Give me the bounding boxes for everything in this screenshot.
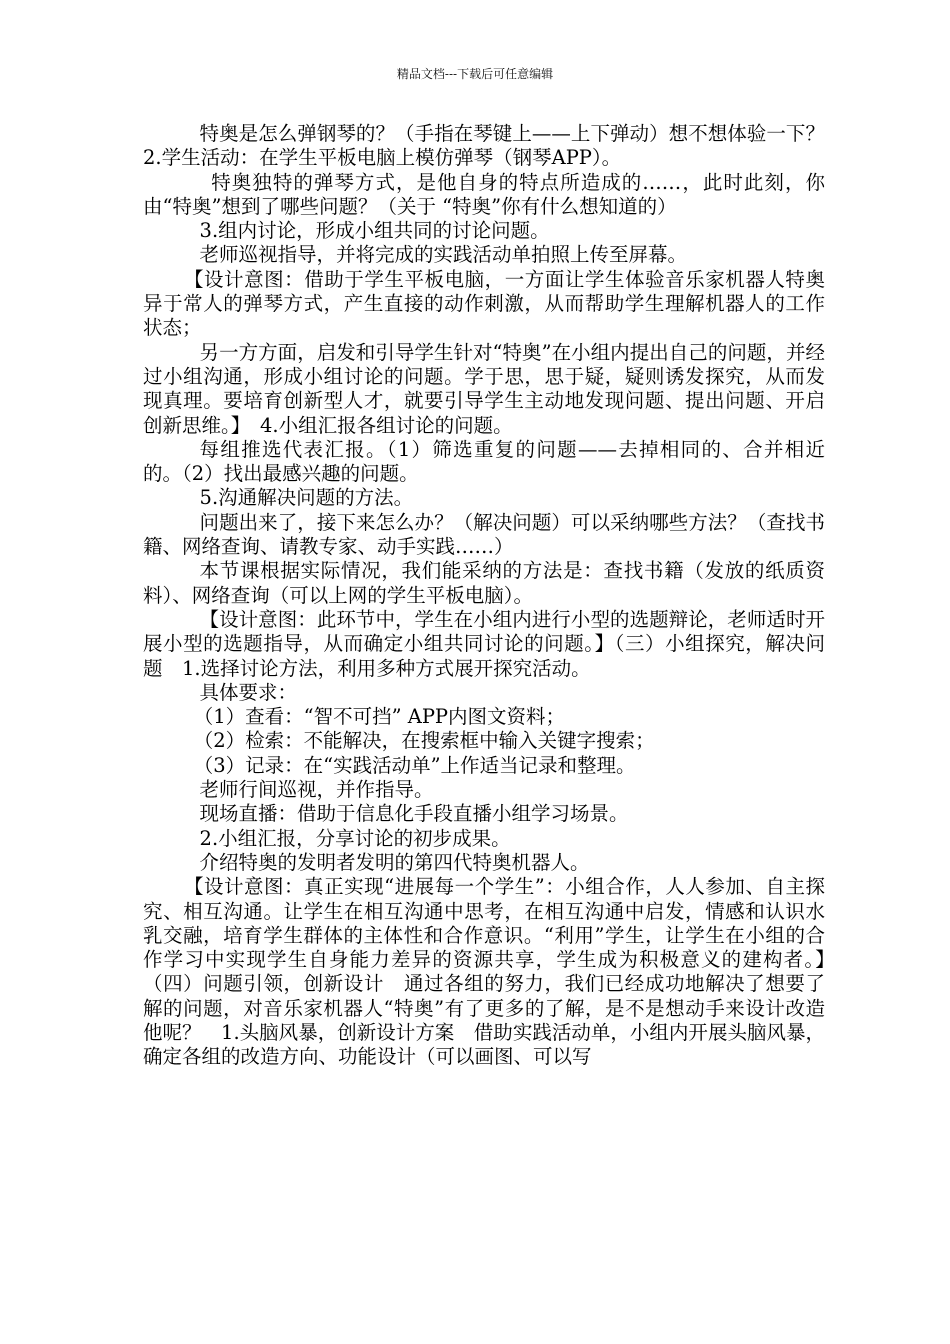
paragraph: 问题出来了，接下来怎么办？（解决问题）可以采纳哪些方法？（查找书籍、网络查询、请教专家、动手实践……）: [143, 510, 825, 559]
paragraph: 【设计意图：真正实现“进展每一个学生”：小组合作，人人参加、自主探究、相互沟通。让学生在相互沟通中思考，在相互沟通中启发，情感和认识水乳交融，培育学生群体的主体性和合作意识。“利用”学生，让学生在小组的合作学习中实现学生自身能力差异的资源共享，学生成为积极意义的建构者。】 （四）问题引领，创新设计 通过各组的努力，我们已经成功地解决了想要了解的问题，对音乐家机器人“特奥”有了更多的了解，是不是想动手来设计改造他呢？ 1.头脑风暴，创新设计方案 借助实践活动单，小组内开展头脑风暴，确定各组的改造方向、功能设计（可以画图、可以写: [143, 875, 845, 1069]
paragraph: 2.小组汇报，分享讨论的初步成果。: [199, 826, 511, 850]
paragraph: 介绍特奥的发明者发明的第四代特奥机器人。: [199, 850, 590, 874]
paragraph: （3）记录：在“实践活动单”上作适当记录和整理。: [193, 753, 636, 777]
paragraph: 具体要求：: [199, 680, 298, 704]
paragraph: 本节课根据实际情况，我们能采纳的方法是：查找书籍（发放的纸质资料）、网络查询（可以上网的学生平板电脑）。: [143, 559, 825, 607]
paragraph: （1）查看：“智不可挡” APP内图文资料；: [193, 705, 566, 729]
paragraph: 【设计意图：借助于学生平板电脑，一方面让学生体验音乐家机器人特奥异于常人的弹琴方式，产生直接的动作刺激，从而帮助学生理解机器人的工作状态；: [143, 267, 825, 340]
paragraph: 特奥是怎么弹钢琴的？（手指在琴键上——上下弹动）想不想体验一下？ 2.学生活动：在学生平板电脑上模仿弹琴（钢琴APP）。: [143, 122, 845, 170]
paragraph: 特奥独特的弹琴方式，是他自身的特点所造成的……，此时此刻，你由“特奥”想到了哪些问题？（关于 “特奥”你有什么想知道的）: [143, 170, 825, 218]
paragraph: 老师行间巡视，并作指导。: [199, 778, 434, 802]
paragraph: 5.沟通解决问题的方法。: [199, 486, 414, 510]
paragraph: 另一方方面，启发和引导学生针对“特奥”在小组内提出自己的问题，并经过小组沟通，形成小组讨论的问题。学于思，思于疑，疑则诱发探究，从而发现真理。要培育创新型人才，就要引导学生主动地发现问题、提出问题、开启创新思维。】 4.小组汇报各组讨论的问题。: [143, 340, 825, 437]
paragraph: 现场直播：借助于信息化手段直播小组学习场景。: [199, 802, 629, 826]
paragraph: 【设计意图：此环节中，学生在小组内进行小型的选题辩论，老师适时开展小型的选题指导，从而确定小组共同讨论的问题。】（三）小组探究，解决问题 1.选择讨论方法，利用多种方式展开探究活动。: [143, 607, 825, 680]
document-body: [143, 122, 845, 1070]
paragraph: 每组推选代表汇报。（1）筛选重复的问题——去掉相同的、合并相近的。（2）找出最感兴趣的问题。: [143, 437, 825, 486]
paragraph: （2）检索：不能解决，在搜索框中输入关键字搜索；: [193, 729, 655, 753]
paragraph: 3.组内讨论，形成小组共同的讨论问题。: [199, 219, 550, 243]
page-header: 精品文档---下载后可任意编辑: [396, 67, 554, 81]
paragraph: 老师巡视指导，并将完成的实践活动单拍照上传至屏幕。: [199, 243, 688, 267]
